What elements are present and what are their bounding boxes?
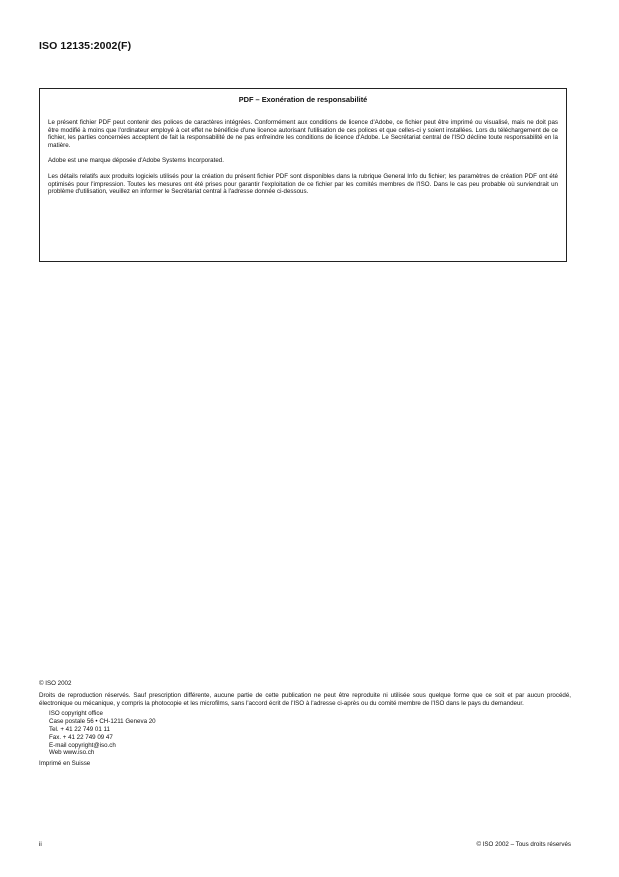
address-line: Case postale 56 • CH-1211 Geneva 20	[49, 718, 156, 726]
address-line: ISO copyright office	[49, 710, 103, 718]
copyright-notice	[39, 680, 571, 768]
disclaimer-paragraph-adobe-trademark: Adobe est une marque déposée d'Adobe Systems Incorporated.	[48, 157, 224, 165]
footer-rights: © ISO 2002 – Tous droits réservés	[476, 841, 571, 848]
pdf-disclaimer-box	[39, 88, 567, 262]
printed-in-note: Imprimé en Suisse	[39, 760, 91, 768]
address-line-email: E-mail copyright@iso.ch	[49, 741, 116, 749]
disclaimer-title: PDF – Exonération de responsabilité	[238, 95, 368, 104]
reproduction-rights-text: Droits de reproduction réservés. Sauf prescription différente, aucune partie de cette publication ne peut être reproduite ni utilisée sous quelque forme que ce soit et par aucun procédé, électronique ou mécanique, y compris la photocopie et les microfilms, sans l'accord écrit de l'ISO à l'adresse ci-après ou du comité membre de l'ISO dans le pays du demandeur.	[39, 691, 571, 707]
document-id-header: ISO 12135:2002(F)	[39, 40, 132, 52]
address-line-phone: Tel. + 41 22 749 01 11	[49, 725, 110, 733]
iso-copyright-office-address	[39, 710, 571, 757]
copyright-line: © ISO 2002	[39, 680, 72, 687]
address-line-fax: Fax. + 41 22 749 09 47	[49, 733, 113, 741]
page-number: ii	[39, 841, 42, 848]
address-line-web: Web www.iso.ch	[49, 749, 95, 757]
disclaimer-paragraph-fonts: Le présent fichier PDF peut contenir des polices de caractères intégrées. Conformément aux conditions de licence d'Adobe, ce fichier peut être imprimé ou visualisé, mais ne doit pas être modifié à moins que l'ordinateur employé à cet effet ne bénéficie d'une licence autorisant l'utilisation de ces polices et que celles-ci y soient installées. Lors du téléchargement de ce fichier, les parties concernées acceptent de fait la responsabilité de ne pas enfreindre les conditions de licence d'Adobe. Le Secrétariat central de l'ISO décline toute responsabilité en la matière.	[48, 119, 558, 149]
disclaimer-paragraph-software-info: Les détails relatifs aux produits logiciels utilisés pour la création du présent fichier PDF sont disponibles dans la rubrique General Info du fichier; les paramètres de création PDF ont été optimisés pour l'impression. Toutes les mesures ont été prises pour garantir l'exploitation de ce fichier par les comités membres de l'ISO. Dans le cas peu probable où surviendrait un problème d'utilisation, veuillez en informer le Secrétariat central à l'adresse donnée ci-dessous.	[48, 172, 558, 196]
